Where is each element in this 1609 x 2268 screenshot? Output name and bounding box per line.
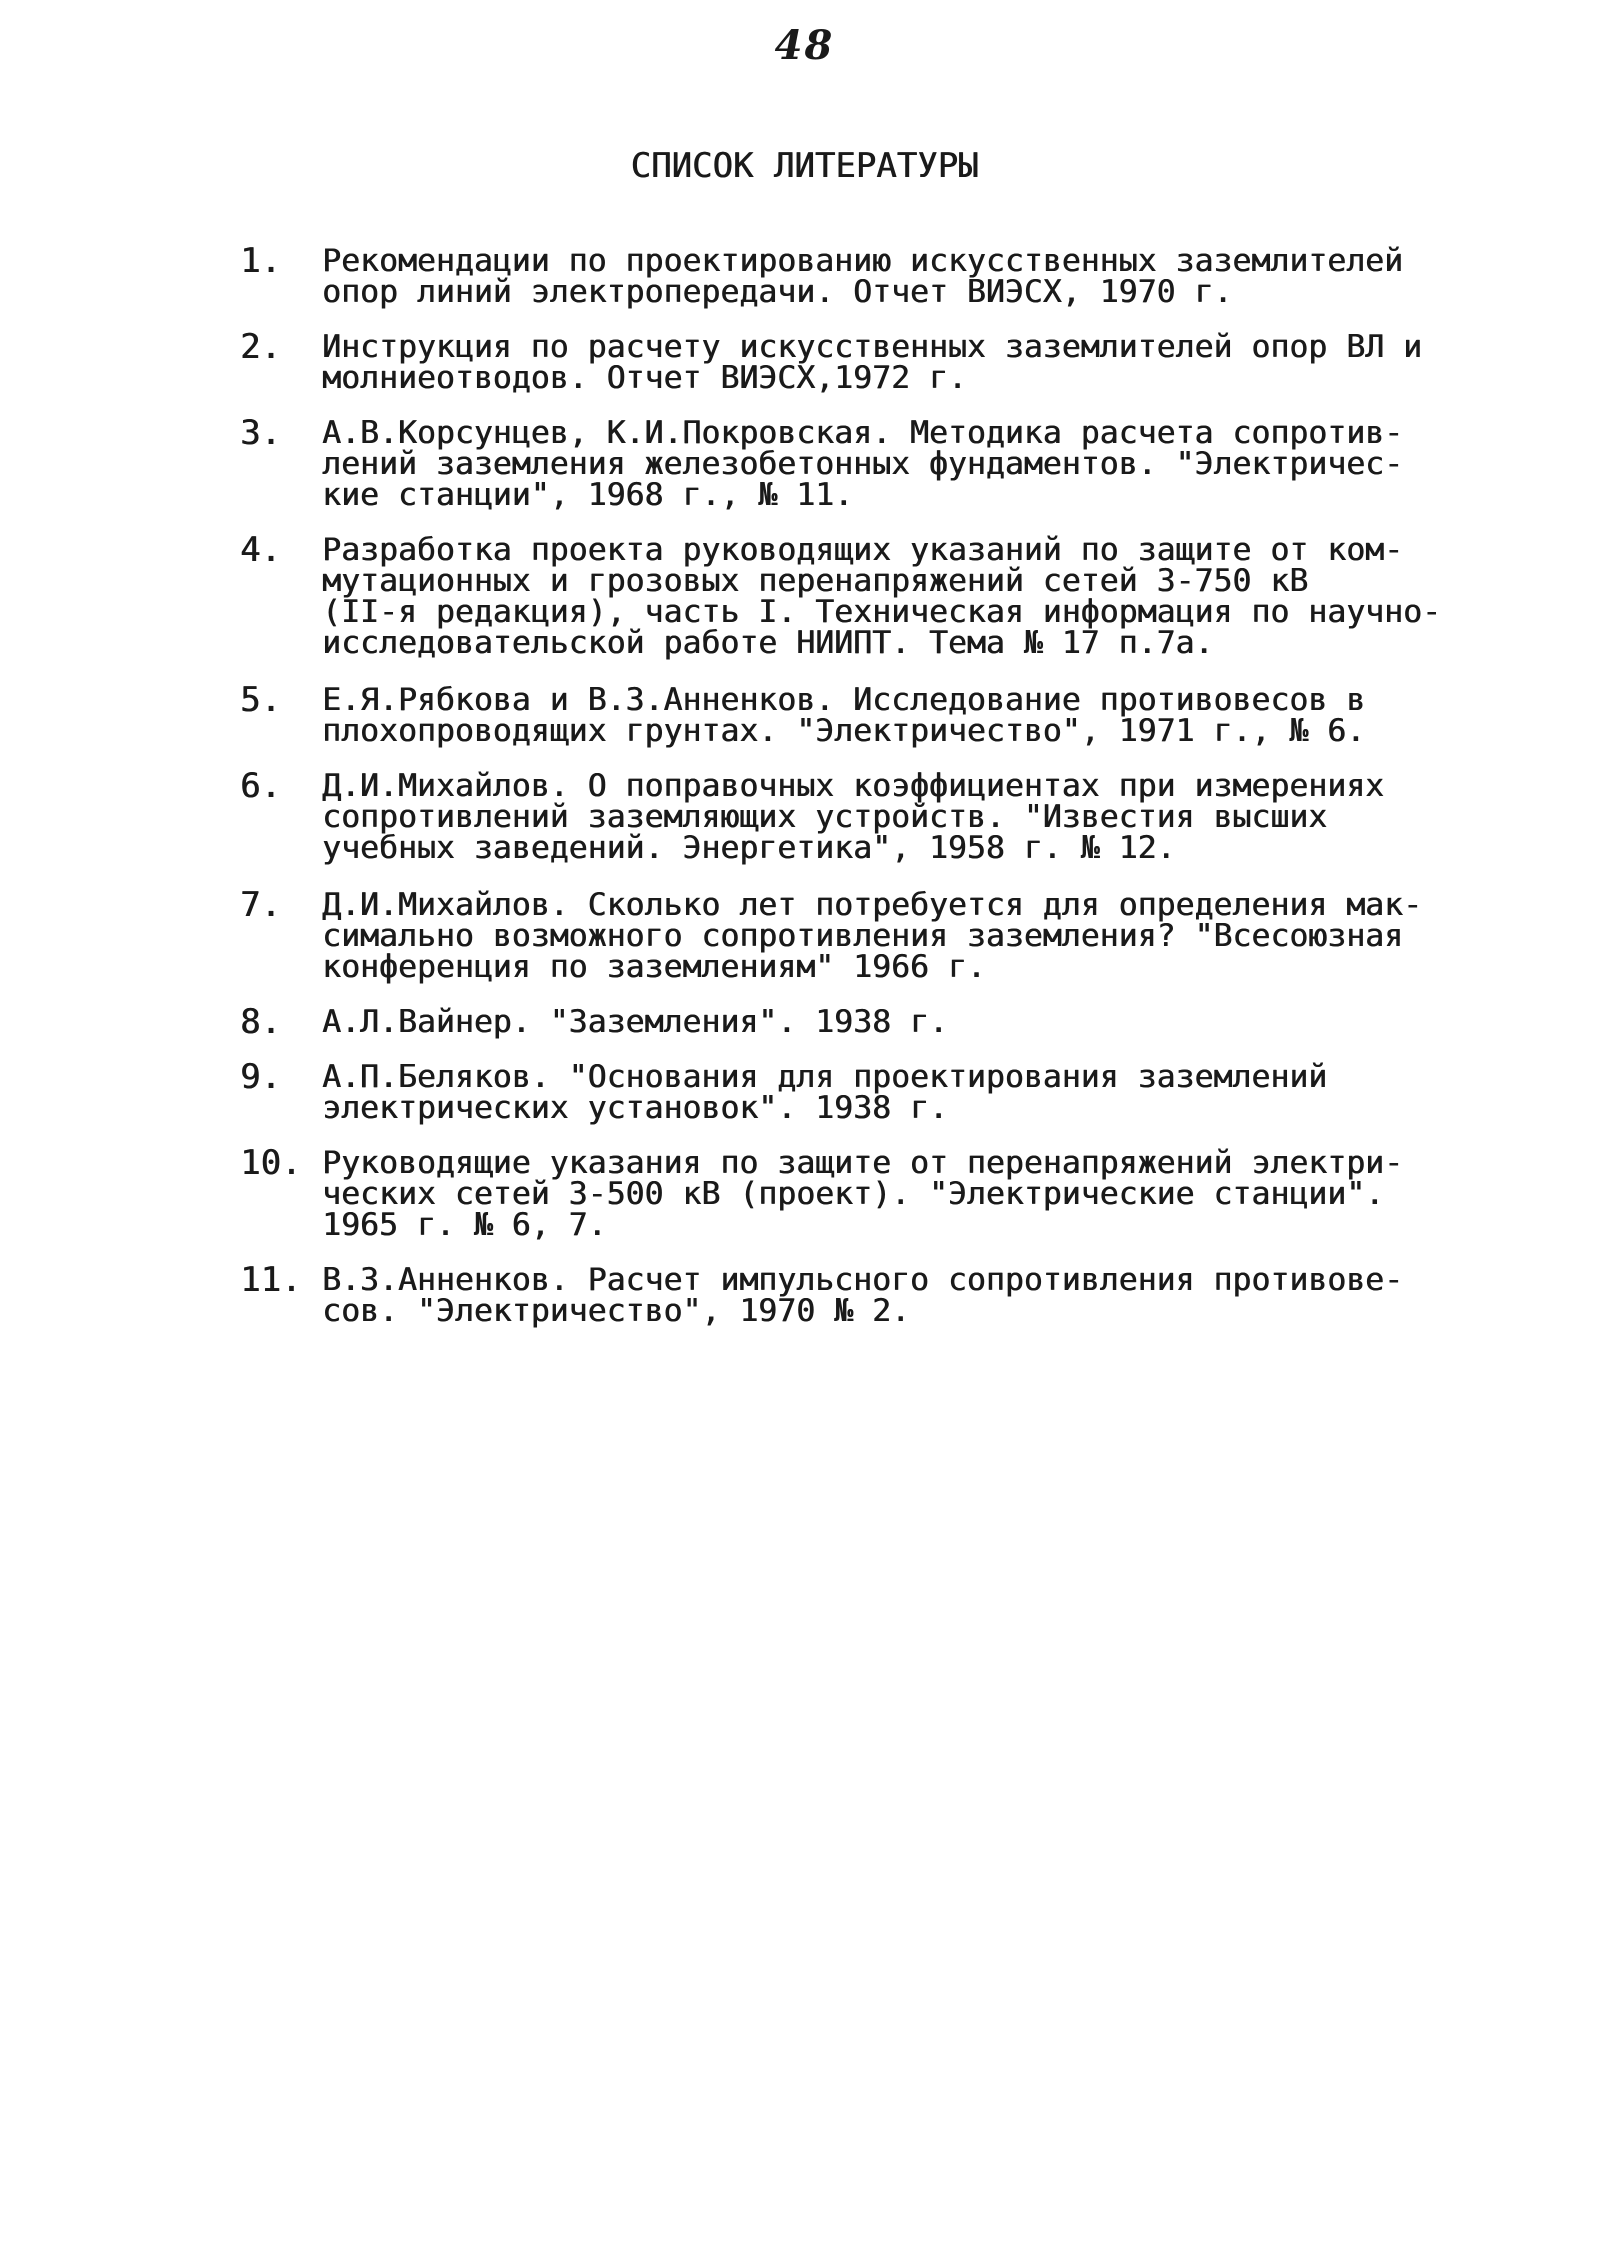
reference-number: 9. xyxy=(240,1057,281,1097)
page-number: 48 xyxy=(774,22,835,69)
reference-text-line: опор линий электропередачи. Отчет ВИЭСХ, 1970 г. xyxy=(322,274,1233,310)
reference-text-line: электрических установок". 1938 г. xyxy=(322,1090,948,1126)
reference-text-line: (II-я редакция), часть I. Техническая информация по научно- xyxy=(322,594,1441,630)
reference-text-line: плохопроводящих грунтах. "Электричество", 1971 г., № 6. xyxy=(322,713,1366,749)
reference-number: 10. xyxy=(240,1143,302,1183)
reference-text-line: конференция по заземлениям" 1966 г. xyxy=(322,949,986,985)
reference-text-line: В.З.Анненков. Расчет импульсного сопротивления противове- xyxy=(322,1262,1403,1298)
reference-text-line: молниеотводов. Отчет ВИЭСХ,1972 г. xyxy=(322,360,967,396)
reference-number: 2. xyxy=(240,327,281,367)
reference-text-line: Разработка проекта руководящих указаний по защите от ком- xyxy=(322,532,1403,568)
reference-text-line: ческих сетей 3-500 кВ (проект). "Электрические станции". xyxy=(322,1176,1385,1212)
reference-list xyxy=(240,241,1500,1329)
reference-text-line: Д.И.Михайлов. О поправочных коэффициентах при измерениях xyxy=(322,768,1385,804)
reference-item xyxy=(240,413,1500,513)
reference-item xyxy=(240,1260,1500,1329)
reference-text-line: 1965 г. № 6, 7. xyxy=(322,1207,607,1243)
reference-number: 3. xyxy=(240,413,281,453)
reference-number: 7. xyxy=(240,885,281,925)
reference-number: 4. xyxy=(240,530,281,570)
reference-number: 8. xyxy=(240,1002,281,1042)
reference-text-line: Д.И.Михайлов. Сколько лет потребуется для определения мак- xyxy=(322,887,1422,923)
reference-item xyxy=(240,1057,1500,1126)
reference-text-line: Инструкция по расчету искусственных заземлителей опор ВЛ и xyxy=(322,329,1422,365)
reference-text-line: сопротивлений заземляющих устройств. "Известия высших xyxy=(322,799,1328,835)
reference-item xyxy=(240,327,1500,396)
reference-text-line: Руководящие указания по защите от перенапряжений электри- xyxy=(322,1145,1403,1181)
reference-text-line: А.В.Корсунцев, К.И.Покровская. Методика расчета сопротив- xyxy=(322,415,1403,451)
bibliography-title: СПИСОК ЛИТЕРАТУРЫ xyxy=(630,146,979,186)
reference-text-line: учебных заведений. Энергетика", 1958 г. № 12. xyxy=(322,830,1176,866)
reference-text-line: кие станции", 1968 г., № 11. xyxy=(322,477,854,513)
reference-number: 11. xyxy=(240,1260,302,1300)
reference-item xyxy=(240,1143,1500,1243)
reference-item xyxy=(240,885,1500,985)
reference-number: 6. xyxy=(240,766,281,806)
reference-text-line: Рекомендации по проектированию искусственных заземлителей xyxy=(322,243,1403,279)
reference-item xyxy=(240,680,1500,749)
reference-number: 1. xyxy=(240,241,281,281)
reference-item xyxy=(240,766,1500,866)
reference-text-line: лений заземления железобетонных фундаментов. "Электричес- xyxy=(322,446,1403,482)
reference-item xyxy=(240,1002,1500,1042)
reference-text-line: А.Л.Вайнер. "Заземления". 1938 г. xyxy=(322,1004,948,1040)
reference-text-line: сов. "Электричество", 1970 № 2. xyxy=(322,1293,910,1329)
reference-text-line: А.П.Беляков. "Основания для проектирования заземлений xyxy=(322,1059,1328,1095)
reference-text-line: Е.Я.Рябкова и В.З.Анненков. Исследование противовесов в xyxy=(322,682,1366,718)
reference-number: 5. xyxy=(240,680,281,720)
reference-text-line: исследовательской работе НИИПТ. Тема № 17 п.7а. xyxy=(322,625,1214,661)
reference-item xyxy=(240,530,1500,661)
reference-item xyxy=(240,241,1500,310)
reference-text-line: симально возможного сопротивления заземления? "Всесоюзная xyxy=(322,918,1403,954)
reference-text-line: мутационных и грозовых перенапряжений сетей 3-750 кВ xyxy=(322,563,1309,599)
